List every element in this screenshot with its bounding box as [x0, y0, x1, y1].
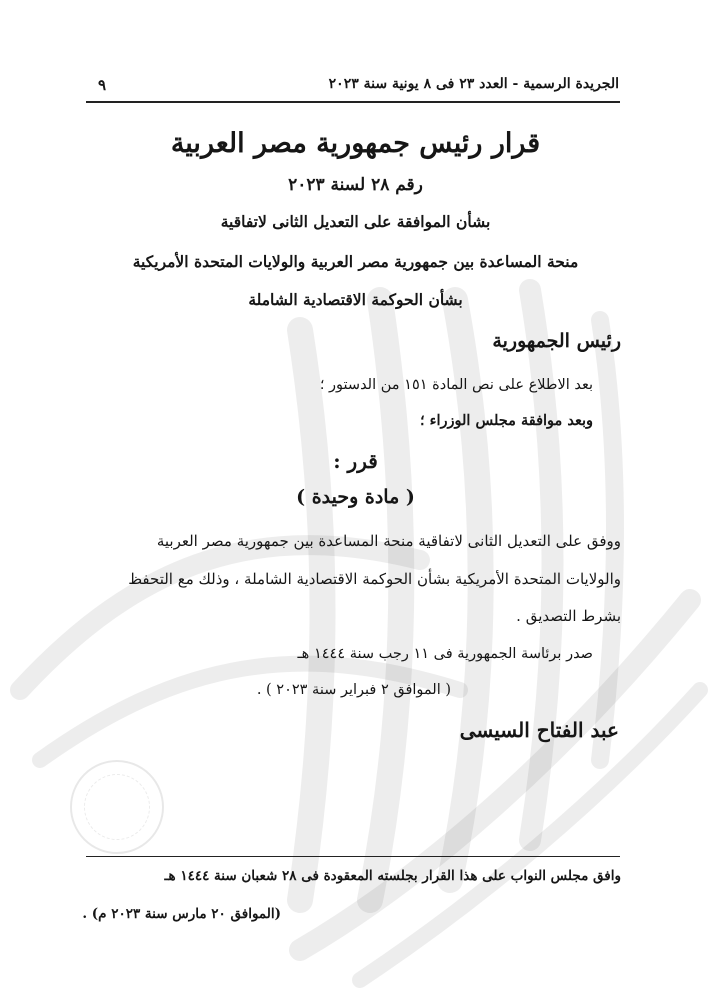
- decree-about-line: منحة المساعدة بين جمهورية مصر العربية والولايات المتحدة الأمريكية: [132, 252, 579, 271]
- footnote-line: (الموافق ٢٠ مارس سنة ٢٠٢٣ م) .: [82, 906, 281, 922]
- signature-name: عبد الفتاح السيسى: [459, 718, 619, 742]
- footnote-divider: [86, 856, 620, 857]
- seal-graphic: [70, 760, 164, 854]
- decree-about-line: بشأن الحوكمة الاقتصادية الشاملة: [248, 290, 463, 309]
- page-number: ٩: [98, 76, 107, 94]
- article-title: ( مادة وحيدة ): [296, 486, 415, 508]
- decree-title: قرار رئيس جمهورية مصر العربية: [170, 128, 541, 159]
- issuer-heading: رئيس الجمهورية: [492, 330, 621, 352]
- decree-about-line: بشأن الموافقة على التعديل الثانى لاتفاقية: [220, 212, 491, 231]
- header-divider: [86, 101, 620, 103]
- recital-line: بعد الاطلاع على نص المادة ١٥١ من الدستور ؛: [319, 377, 593, 393]
- running-head: الجريدة الرسمية - العدد ٢٣ فى ٨ يونية سنة ٢٠٢٣: [328, 76, 619, 92]
- issued-corresponding-date: ( الموافق ٢ فبراير سنة ٢٠٢٣ ) .: [256, 682, 451, 698]
- issued-at: صدر برئاسة الجمهورية فى ١١ رجب سنة ١٤٤٤ هـ: [297, 646, 593, 662]
- recital-line: وبعد موافقة مجلس الوزراء ؛: [420, 412, 593, 429]
- article-body-line: بشرط التصديق .: [516, 607, 621, 625]
- article-body-line: والولايات المتحدة الأمريكية بشأن الحوكمة الاقتصادية الشاملة ، وذلك مع التحفظ: [128, 570, 621, 588]
- footnote-line: وافق مجلس النواب على هذا القرار بجلسته المعقودة فى ٢٨ شعبان سنة ١٤٤٤ هـ: [164, 868, 621, 884]
- decree-number: رقم ٢٨ لسنة ٢٠٢٣: [288, 175, 423, 195]
- article-body-line: ووفق على التعديل الثانى لاتفاقية منحة المساعدة بين جمهورية مصر العربية: [156, 532, 621, 550]
- decree-word: قرر :: [333, 449, 378, 473]
